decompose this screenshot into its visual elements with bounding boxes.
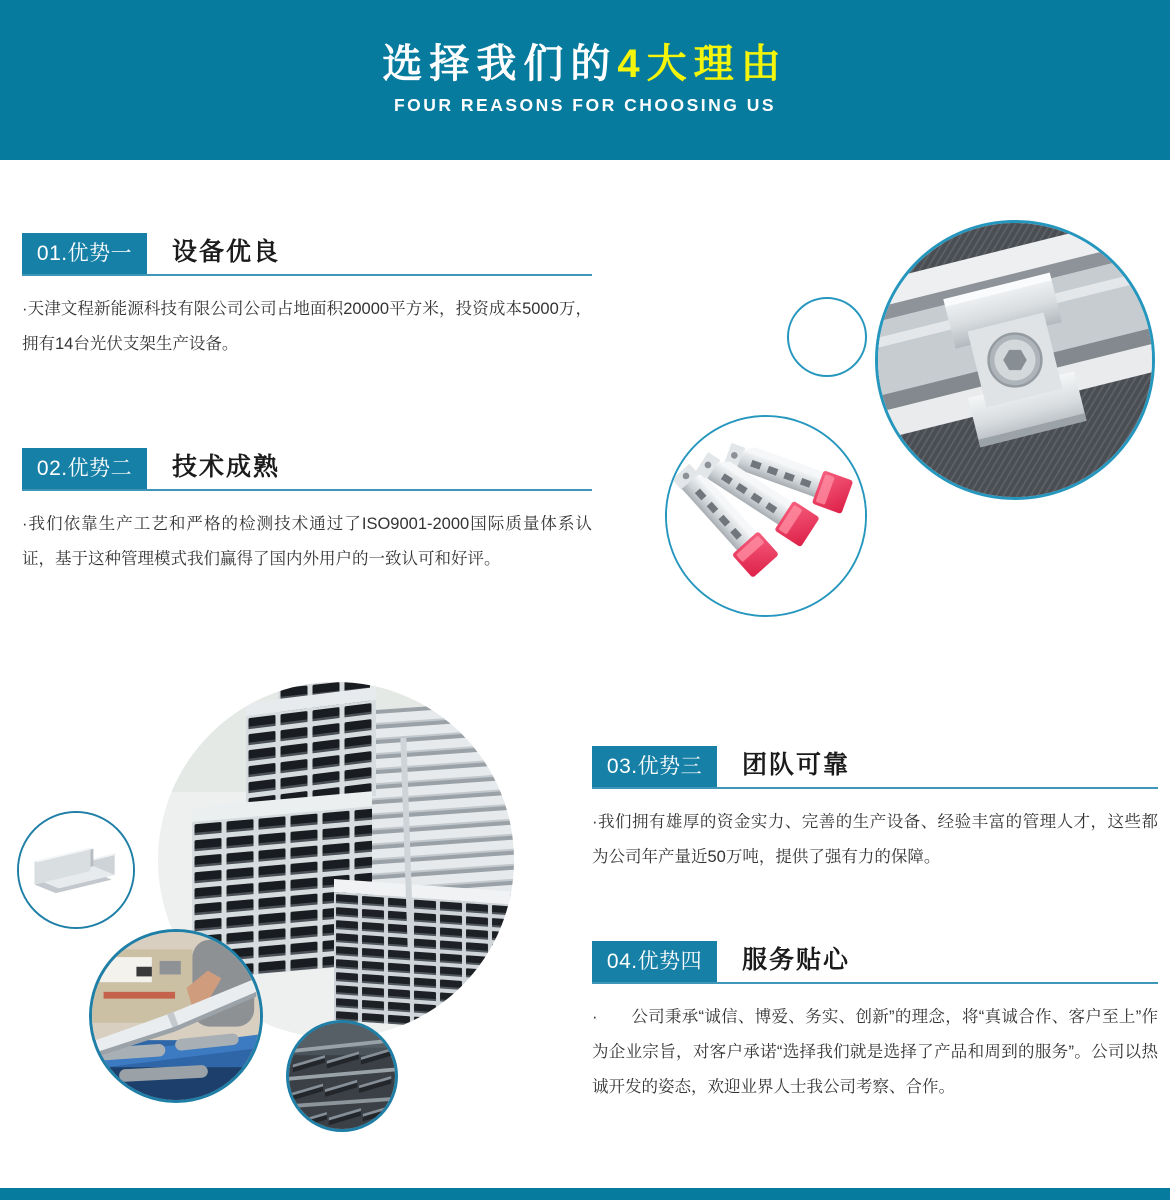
advantage-1-badge: 01.优势一 xyxy=(22,233,147,274)
advantage-3-badge: 03.优势三 xyxy=(592,746,717,787)
solar-panel-mid-clamp-photo xyxy=(875,220,1155,500)
section-4-header xyxy=(592,940,1158,984)
hero-title-highlight: 4大理由 xyxy=(617,42,788,86)
advantage-2-title: 技术成熟 xyxy=(172,453,281,481)
u-channel-profile-photo xyxy=(17,811,135,929)
dark-steel-bundles-photo xyxy=(286,1020,398,1132)
hero-banner xyxy=(0,0,1170,160)
empty-accent-circle xyxy=(787,297,867,377)
advantage-3-title: 团队可靠 xyxy=(742,751,851,779)
advantage-1-body: ·天津文程新能源科技有限公司公司占地面积20000平方米，投资成本5000万，拥有14台光伏支架生产设备。 xyxy=(22,300,592,353)
section-3-header xyxy=(592,745,1158,789)
advantage-3-body: ·我们拥有雄厚的资金实力、完善的生产设备、经验丰富的管理人才，这些都为公司年产量近50万吨，提供了强有力的保障。 xyxy=(592,813,1158,866)
section-1-header xyxy=(22,232,592,276)
galvanized-brackets-red-caps-photo xyxy=(665,415,867,617)
hero-title-main: 选择我们的 xyxy=(382,42,618,86)
advantage-4-title: 服务贴心 xyxy=(742,946,851,974)
factory-production-line-photo xyxy=(89,929,263,1103)
section-advantage-1 xyxy=(22,232,592,362)
advantage-4-badge: 04.优势四 xyxy=(592,941,717,982)
advantage-2-badge: 02.优势二 xyxy=(22,448,147,489)
section-advantage-3 xyxy=(592,745,1158,875)
hero-title xyxy=(0,0,1170,86)
advantage-1-title: 设备优良 xyxy=(172,238,281,266)
section-2-header xyxy=(22,447,592,491)
advantage-2-body: ·我们依靠生产工艺和严格的检测技术通过了ISO9001-2000国际质量体系认证，基于这种管理模式我们赢得了国内外用户的一致认可和好评。 xyxy=(22,515,592,568)
hero-subtitle: FOUR REASONS FOR CHOOSING US xyxy=(393,95,777,115)
section-advantage-2 xyxy=(22,447,592,577)
advantage-4-body: · 公司秉承“诚信、博爱、务实、创新”的理念，将“真诚合作、客户至上”作为企业宗旨，对客户承诺“选择我们就是选择了产品和周到的服务”。公司以热诚开发的姿态，欢迎业界人士我公司考察、合作。 xyxy=(592,1008,1158,1096)
section-advantage-4 xyxy=(592,940,1158,1105)
footer-accent-bar xyxy=(0,1188,1170,1200)
